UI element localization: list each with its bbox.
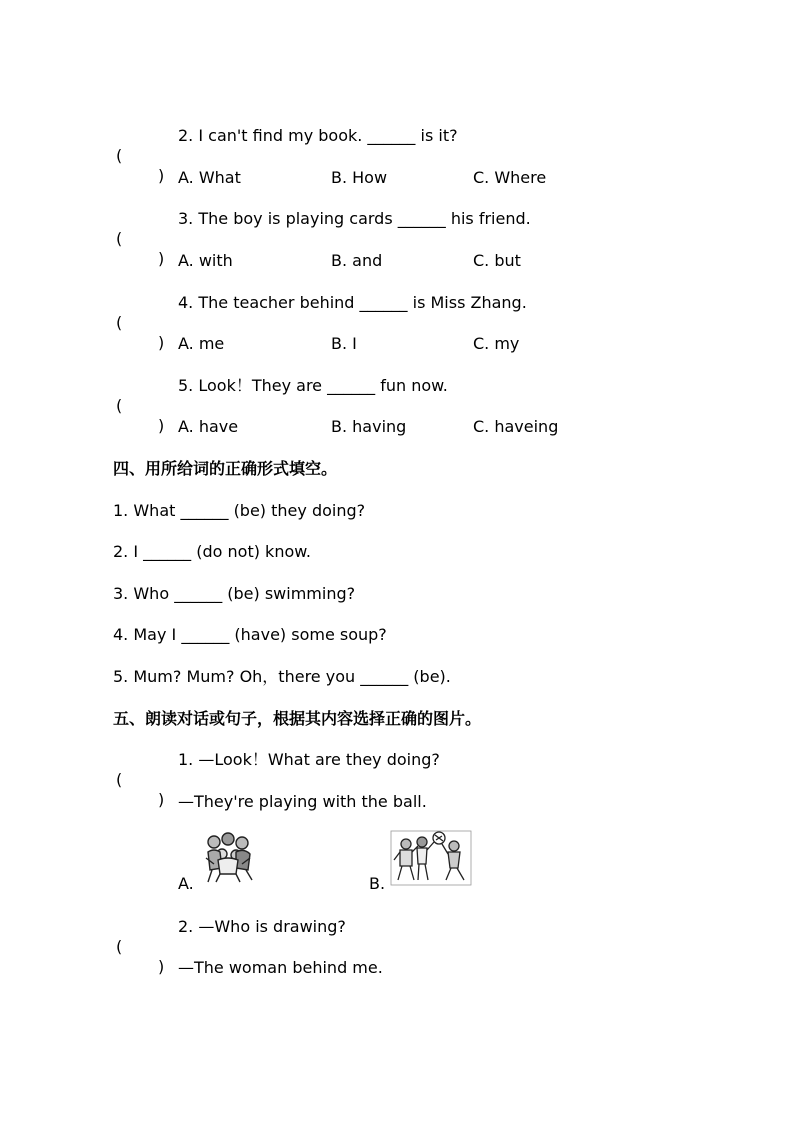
option-a: A. have [178,417,239,436]
option-a: A. me [178,334,225,353]
children-playing-ball-picture[interactable] [390,830,472,886]
question-text: 5. Look！They are ______ fun now. [178,376,448,395]
fill-item-2: 2. I ______ (do not) know. [113,542,311,561]
question-text: 2. I can't find my book. ______ is it? [178,126,458,145]
option-b: B. I [331,334,357,353]
picture-option-b-label: B. [369,874,386,893]
fill-item-1: 1. What ______ (be) they doing? [113,501,366,520]
dialogue-question-1: 1. —Look！What are they doing? [178,750,440,769]
option-c: C. Where [473,168,547,187]
option-a: A. with [178,251,233,270]
children-hugging-picture[interactable] [200,832,256,884]
fill-item-4: 4. May I ______ (have) some soup? [113,625,387,644]
answer-blank-paren[interactable]: ( ) [116,770,165,809]
option-c: C. but [473,251,521,270]
option-b: B. How [331,168,388,187]
option-c: C. haveing [473,417,559,436]
dialogue-answer-1: —They're playing with the ball. [178,792,427,811]
answer-blank-paren[interactable]: ( ) [116,229,165,268]
dialogue-question-2: 2. —Who is drawing? [178,917,346,936]
option-a: A. What [178,168,241,187]
answer-blank-paren[interactable]: ( ) [116,396,165,435]
fill-item-3: 3. Who ______ (be) swimming? [113,584,356,603]
picture-option-a-label: A. [178,874,194,893]
section-5-heading: 五、朗读对话或句子，根据其内容选择正确的图片。 [113,709,482,728]
option-b: B. and [331,251,383,270]
question-text: 3. The boy is playing cards ______ his friend. [178,209,531,228]
section-4-heading: 四、用所给词的正确形式填空。 [113,459,338,478]
option-c: C. my [473,334,520,353]
question-text: 4. The teacher behind ______ is Miss Zhang. [178,293,527,312]
fill-item-5: 5. Mum? Mum? Oh，there you ______ (be). [113,667,451,686]
answer-blank-paren[interactable]: ( ) [116,313,165,352]
answer-blank-paren[interactable]: ( ) [116,937,165,976]
answer-blank-paren[interactable]: ( ) [116,146,165,185]
option-b: B. having [331,417,407,436]
dialogue-answer-2: —The woman behind me. [178,958,383,977]
